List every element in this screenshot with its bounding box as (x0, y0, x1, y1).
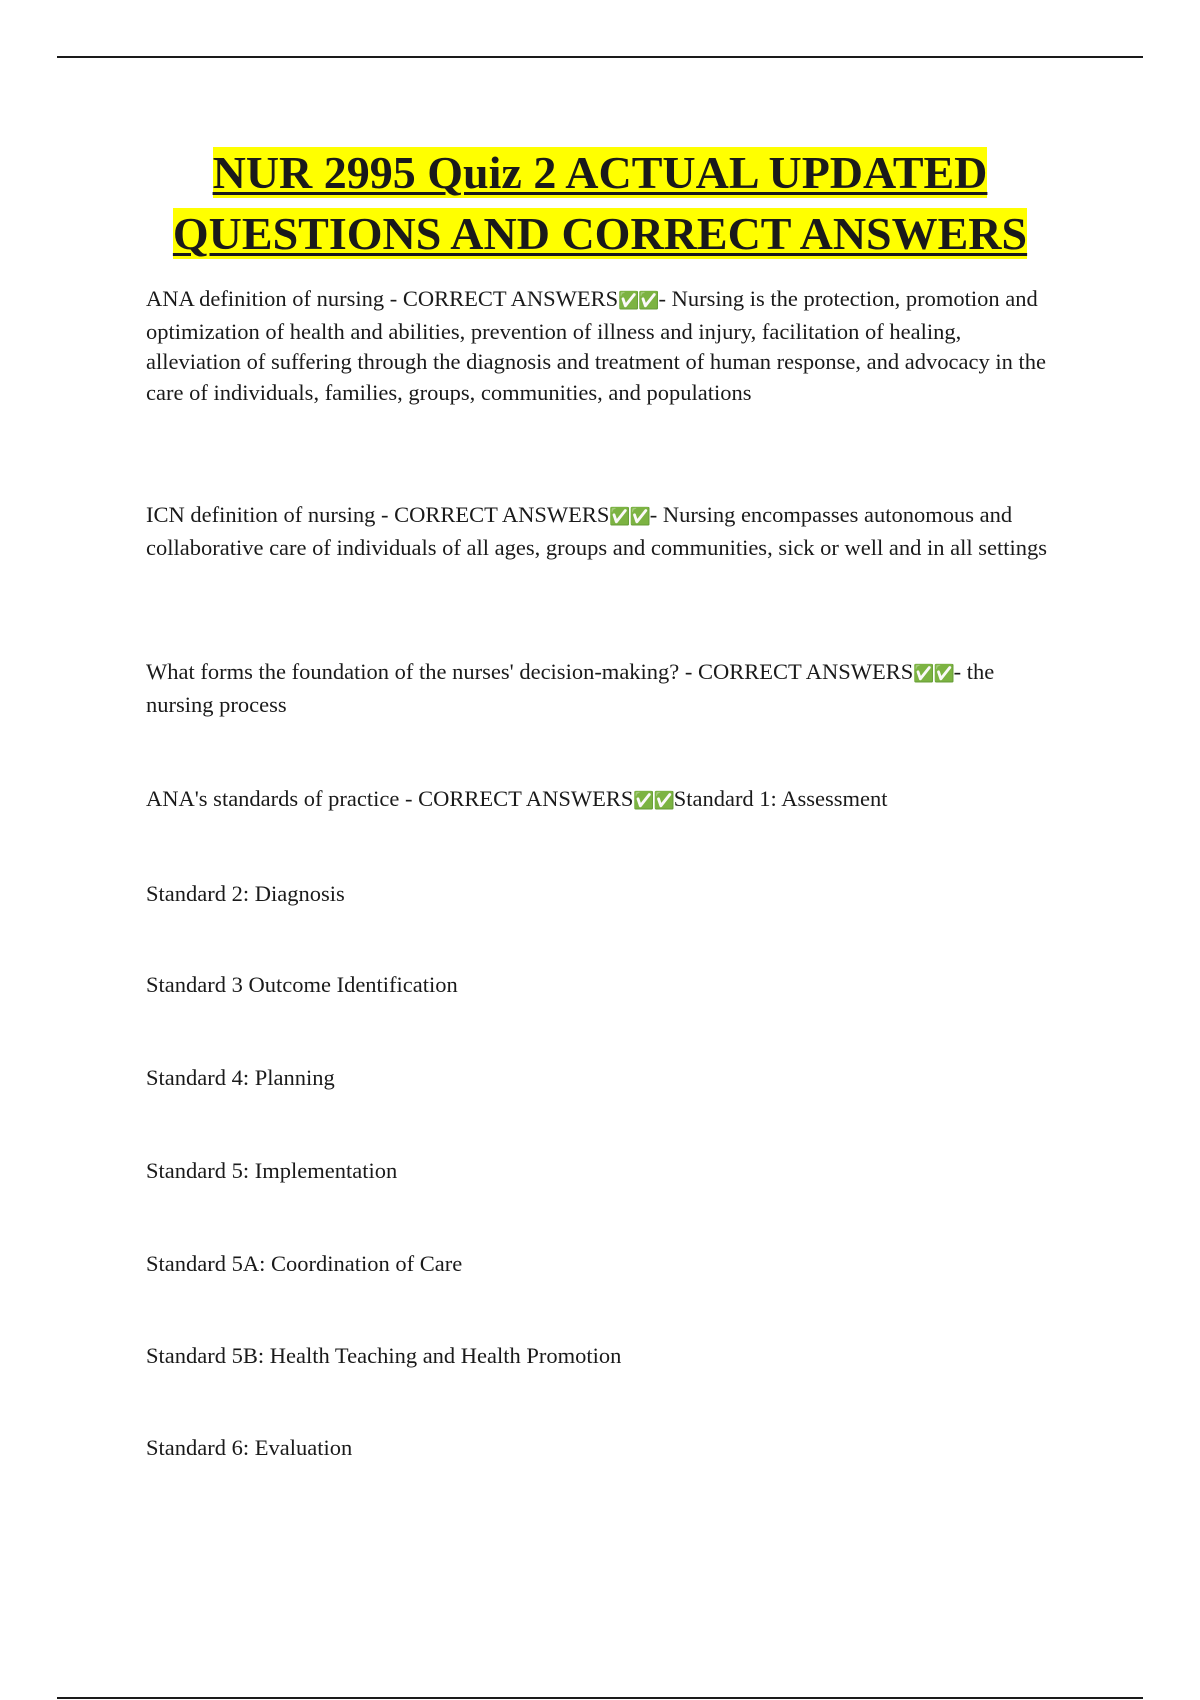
question-text: ANA definition of nursing - (146, 286, 403, 311)
standard-item: Standard 5B: Health Teaching and Health Promotion (146, 1343, 622, 1368)
qa-item-icn-definition (146, 500, 1056, 563)
double-check-icon: ✅✅ (618, 291, 659, 311)
title-line-1: NUR 2995 Quiz 2 ACTUAL UPDATED (212, 147, 988, 198)
correct-answers-label: CORRECT ANSWERS (402, 286, 619, 311)
standard-item: Standard 2: Diagnosis (146, 881, 345, 906)
question-text: ANA's standards of practice - (146, 786, 419, 811)
standard-item: Standard 5: Implementation (146, 1158, 398, 1183)
correct-answers-label: CORRECT ANSWERS (394, 502, 610, 527)
top-rule (57, 56, 1143, 58)
answer-text: - Nursing encompasses autonomous and collaborative care of individuals of all ages, groups and communities, sick or well and in all settings (146, 502, 1048, 560)
bottom-rule (57, 1697, 1143, 1699)
answer-text: - the nursing process (146, 659, 995, 717)
answer-text: Standard 1: Assessment (673, 786, 888, 811)
correct-answers-label: CORRECT ANSWERS (698, 659, 914, 684)
question-text: ICN definition of nursing - (146, 502, 395, 527)
qa-item-decision-making (146, 657, 1056, 720)
double-check-icon: ✅✅ (913, 664, 954, 684)
standard-item: Standard 6: Evaluation (146, 1435, 353, 1460)
qa-item-standards-of-practice (146, 784, 1056, 817)
standard-item: Standard 4: Planning (146, 1065, 335, 1090)
standard-item: Standard 3 Outcome Identification (146, 972, 458, 997)
qa-item-ana-definition (146, 284, 1056, 408)
double-check-icon: ✅✅ (633, 791, 674, 811)
question-text: What forms the foundation of the nurses' decision-making? - (146, 659, 699, 684)
standard-item: Standard 5A: Coordination of Care (146, 1251, 463, 1276)
correct-answers-label: CORRECT ANSWERS (418, 786, 634, 811)
title-line-2: QUESTIONS AND CORRECT ANSWERS (172, 208, 1028, 259)
double-check-icon: ✅✅ (609, 507, 650, 527)
answer-text: - Nursing is the protection, promotion and optimization of health and abilities, prevention of illness and injury, facilitation of healing, alleviation of suffering through the diagnosis and treatment of human response, and advocacy in the care of individuals, families, groups, communities, and populations (146, 286, 1046, 405)
page-title (57, 142, 1143, 264)
